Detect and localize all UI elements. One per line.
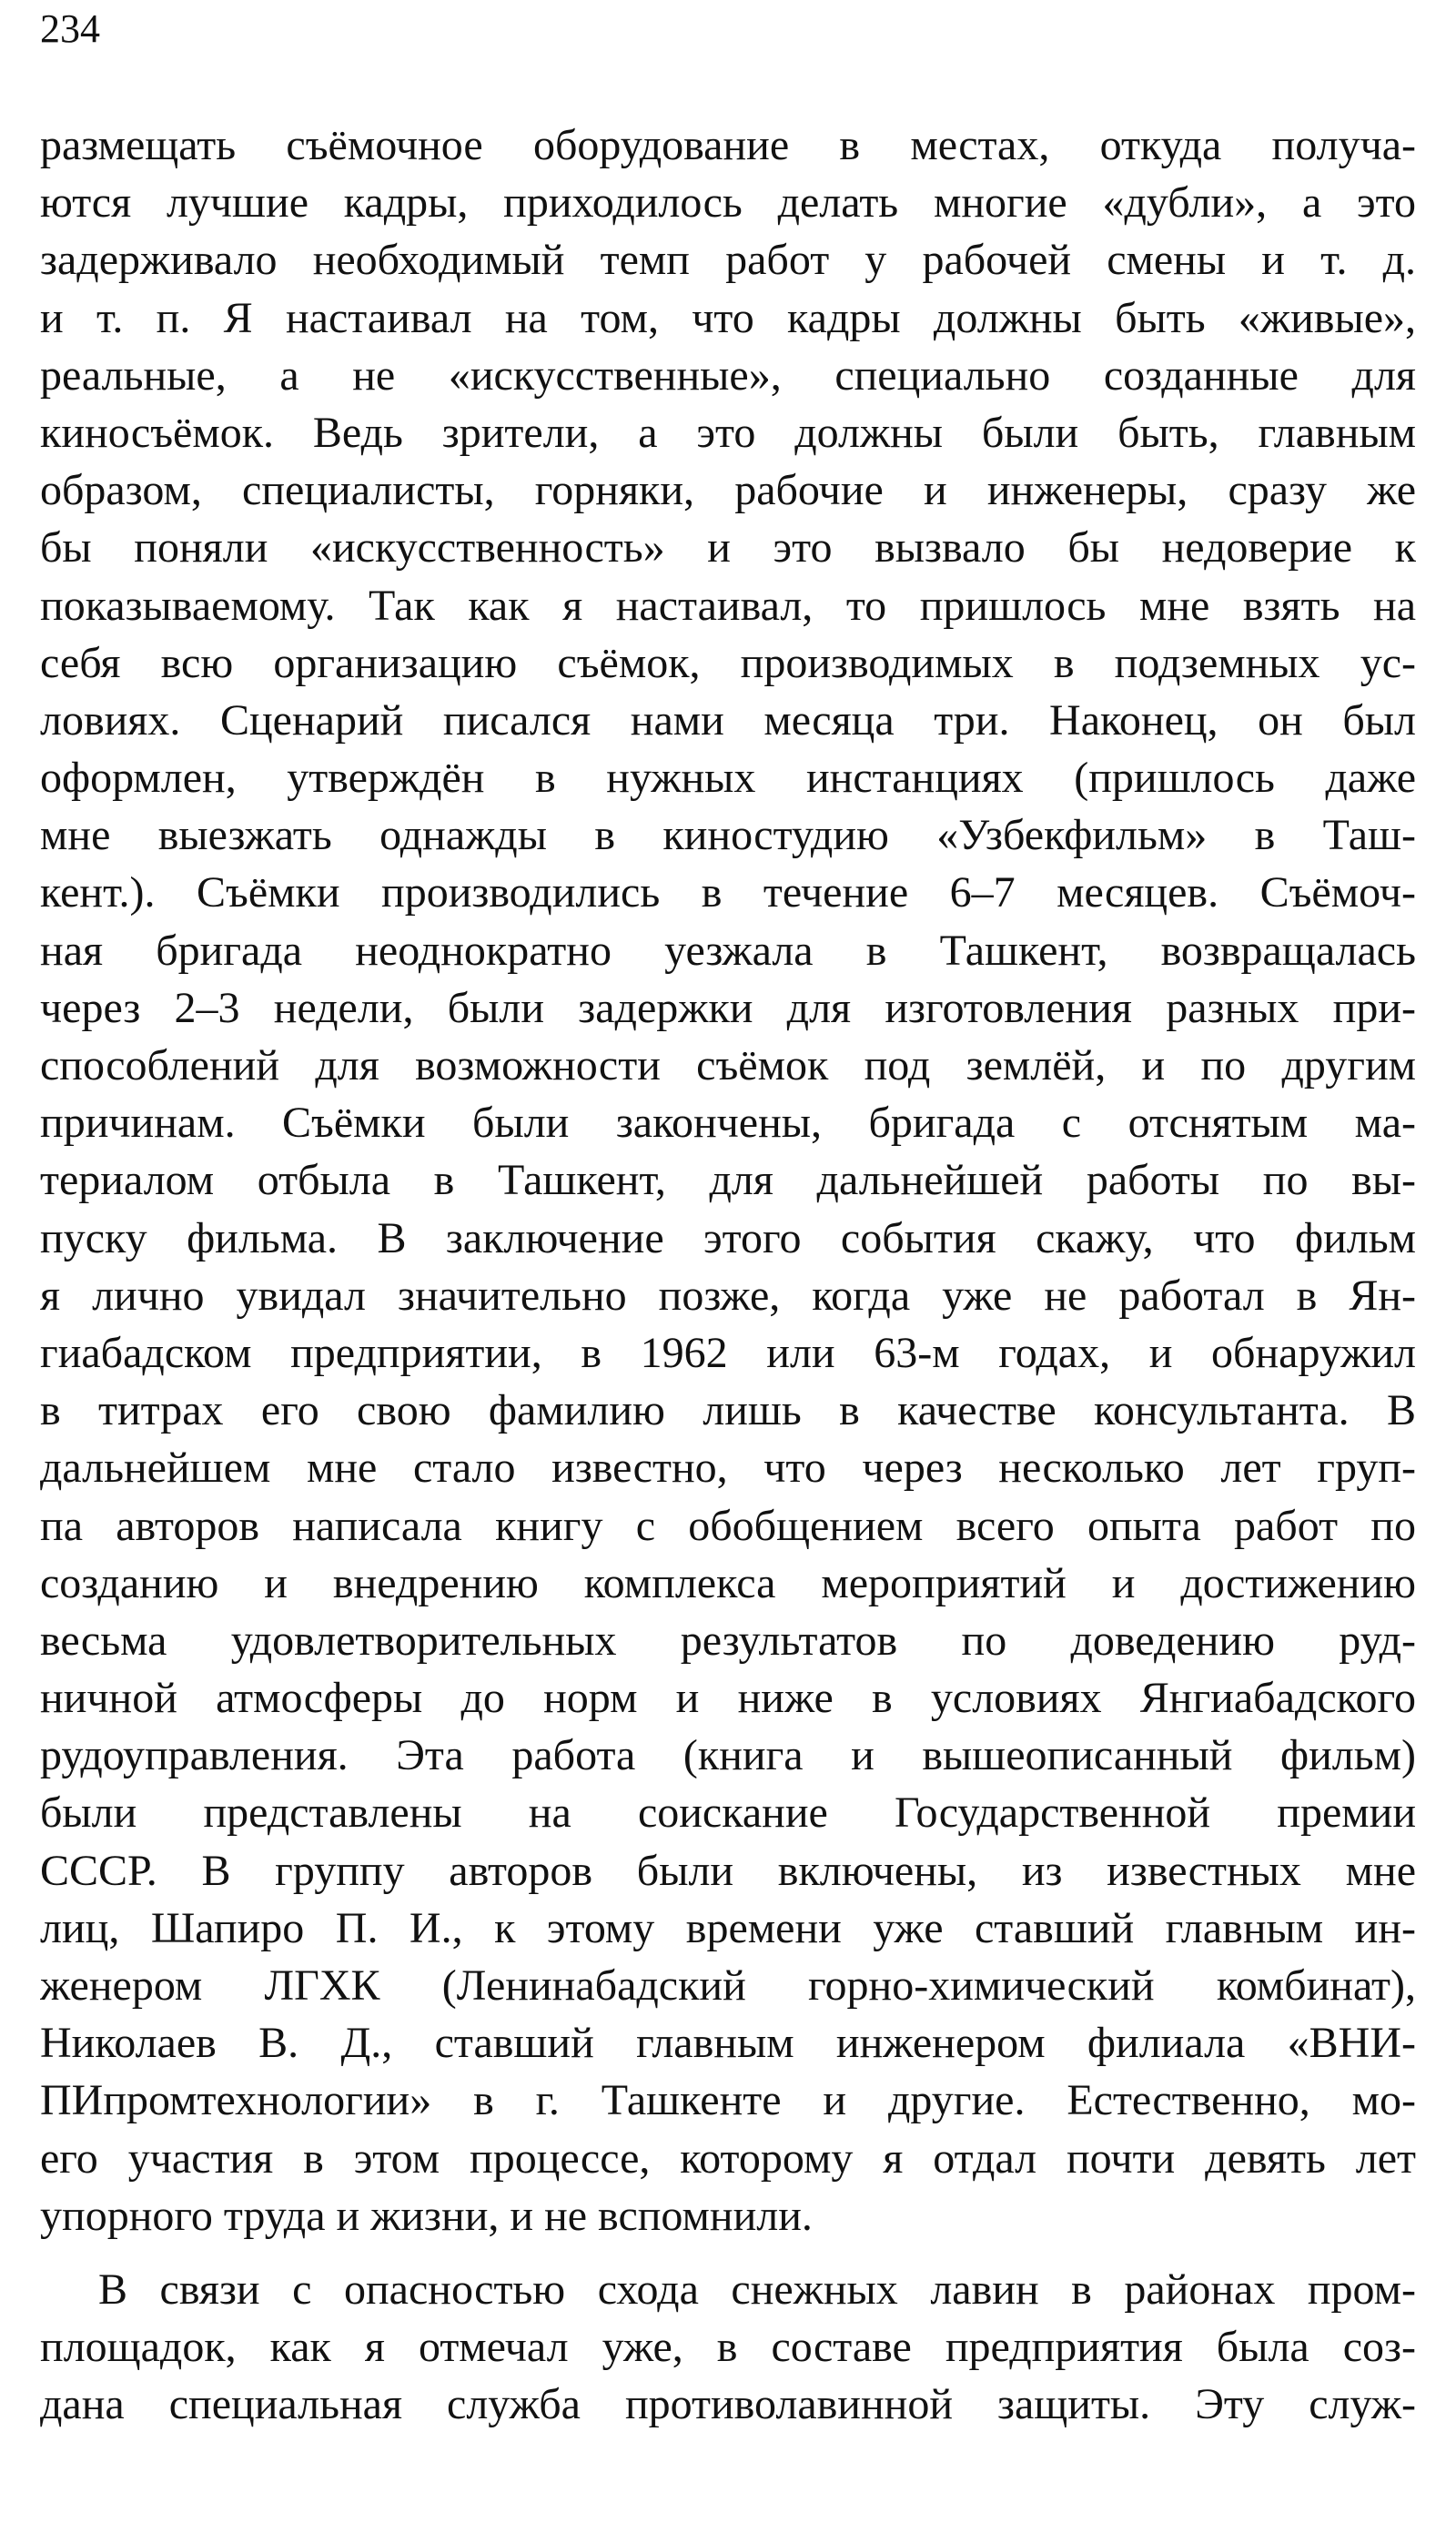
text-line: лиц, Шапиро П. И., к этому времени уже ставший главным ин- bbox=[40, 1903, 1416, 1952]
text-line: я лично увидал значительно позже, когда уже не работал в Ян- bbox=[40, 1271, 1416, 1320]
text-line: причинам. Съёмки были закончены, бригада с отснятым ма- bbox=[40, 1099, 1416, 1148]
text-line: себя всю организацию съёмок, производимых в подземных ус- bbox=[40, 638, 1416, 687]
text-line: способлений для возможности съёмок под землёй, и по другим bbox=[40, 1041, 1416, 1089]
text-line: гиабадском предприятии, в 1962 или 63-м годах, и обнаружил bbox=[40, 1328, 1416, 1377]
text-line: ничной атмосферы до норм и ниже в условиях Янгиабадского bbox=[40, 1674, 1416, 1723]
paragraph-gap bbox=[40, 2244, 1416, 2261]
paragraph bbox=[40, 117, 1416, 2244]
text-line: В связи с опасностью схода снежных лавин в районах пром- bbox=[98, 2265, 1416, 2314]
text-line: показываемому. Так как я настаивал, то пришлось мне взять на bbox=[40, 581, 1416, 630]
text-line: рудоуправления. Эта работа (книга и вышеописанный фильм) bbox=[40, 1731, 1416, 1780]
text-line: площадок, как я отмечал уже, в составе предприятия была соз- bbox=[40, 2323, 1416, 2372]
paragraph bbox=[40, 2261, 1416, 2434]
body-text bbox=[40, 117, 1416, 2434]
text-line: ная бригада неоднократно уезжала в Ташкент, возвращалась bbox=[40, 926, 1416, 975]
text-line: пуску фильма. В заключение этого события скажу, что фильм bbox=[40, 1213, 1416, 1262]
text-line: оформлен, утверждён в нужных инстанциях (пришлось даже bbox=[40, 754, 1416, 803]
text-line: СССР. В группу авторов были включены, из известных мне bbox=[40, 1846, 1416, 1895]
text-line: в титрах его свою фамилию лишь в качестве консультанта. В bbox=[40, 1386, 1416, 1435]
text-line: были представлены на соискание Государственной премии bbox=[40, 1788, 1416, 1838]
text-line: через 2–3 недели, были задержки для изготовления разных при- bbox=[40, 983, 1416, 1032]
text-line: па авторов написала книгу с обобщением всего опыта работ по bbox=[40, 1501, 1416, 1550]
text-line: териалом отбыла в Ташкент, для дальнейшей работы по вы- bbox=[40, 1156, 1416, 1205]
text-line: размещать съёмочное оборудование в местах, откуда получа- bbox=[40, 121, 1416, 169]
text-line: упорного труда и жизни, и не вспомнили. bbox=[40, 2191, 813, 2240]
text-line: женером ЛГХК (Ленинабадский горно-химический комбинат), bbox=[40, 1961, 1416, 2010]
text-line: Николаев В. Д., ставший главным инженером филиала «ВНИ- bbox=[40, 2019, 1416, 2068]
text-line: ловиях. Сценарий писался нами месяца три. Наконец, он был bbox=[40, 695, 1416, 745]
text-line: созданию и внедрению комплекса мероприятий и достижению bbox=[40, 1558, 1416, 1607]
text-line: весьма удовлетворительных результатов по доведению руд- bbox=[40, 1616, 1416, 1665]
text-line: дальнейшем мне стало известно, что через несколько лет груп- bbox=[40, 1444, 1416, 1493]
text-line: реальные, а не «искусственные», специально созданные для bbox=[40, 350, 1416, 400]
text-line: задерживало необходимый темп работ у рабочей смены и т. д. bbox=[40, 236, 1416, 285]
text-line: его участия в этом процессе, которому я отдал почти девять лет bbox=[40, 2133, 1416, 2183]
text-line: ПИпромтехнологии» в г. Ташкенте и другие. Естественно, мо- bbox=[40, 2076, 1416, 2125]
text-line: дана специальная служба противолавинной защиты. Эту служ- bbox=[40, 2380, 1416, 2429]
page-number: 234 bbox=[40, 6, 100, 51]
text-line: образом, специалисты, горняки, рабочие и инженеры, сразу же bbox=[40, 466, 1416, 515]
text-line: ются лучшие кадры, приходилось делать многие «дубли», а это bbox=[40, 178, 1416, 228]
text-line: кент.). Съёмки производились в течение 6–7 месяцев. Съёмоч- bbox=[40, 868, 1416, 917]
text-line: бы поняли «искусственность» и это вызвало бы недоверие к bbox=[40, 523, 1416, 572]
text-line: мне выезжать однажды в киностудию «Узбекфильм» в Таш- bbox=[40, 811, 1416, 860]
text-line: киносъёмок. Ведь зрители, а это должны были быть, главным bbox=[40, 408, 1416, 457]
text-line: и т. п. Я настаивал на том, что кадры должны быть «живые», bbox=[40, 293, 1416, 342]
